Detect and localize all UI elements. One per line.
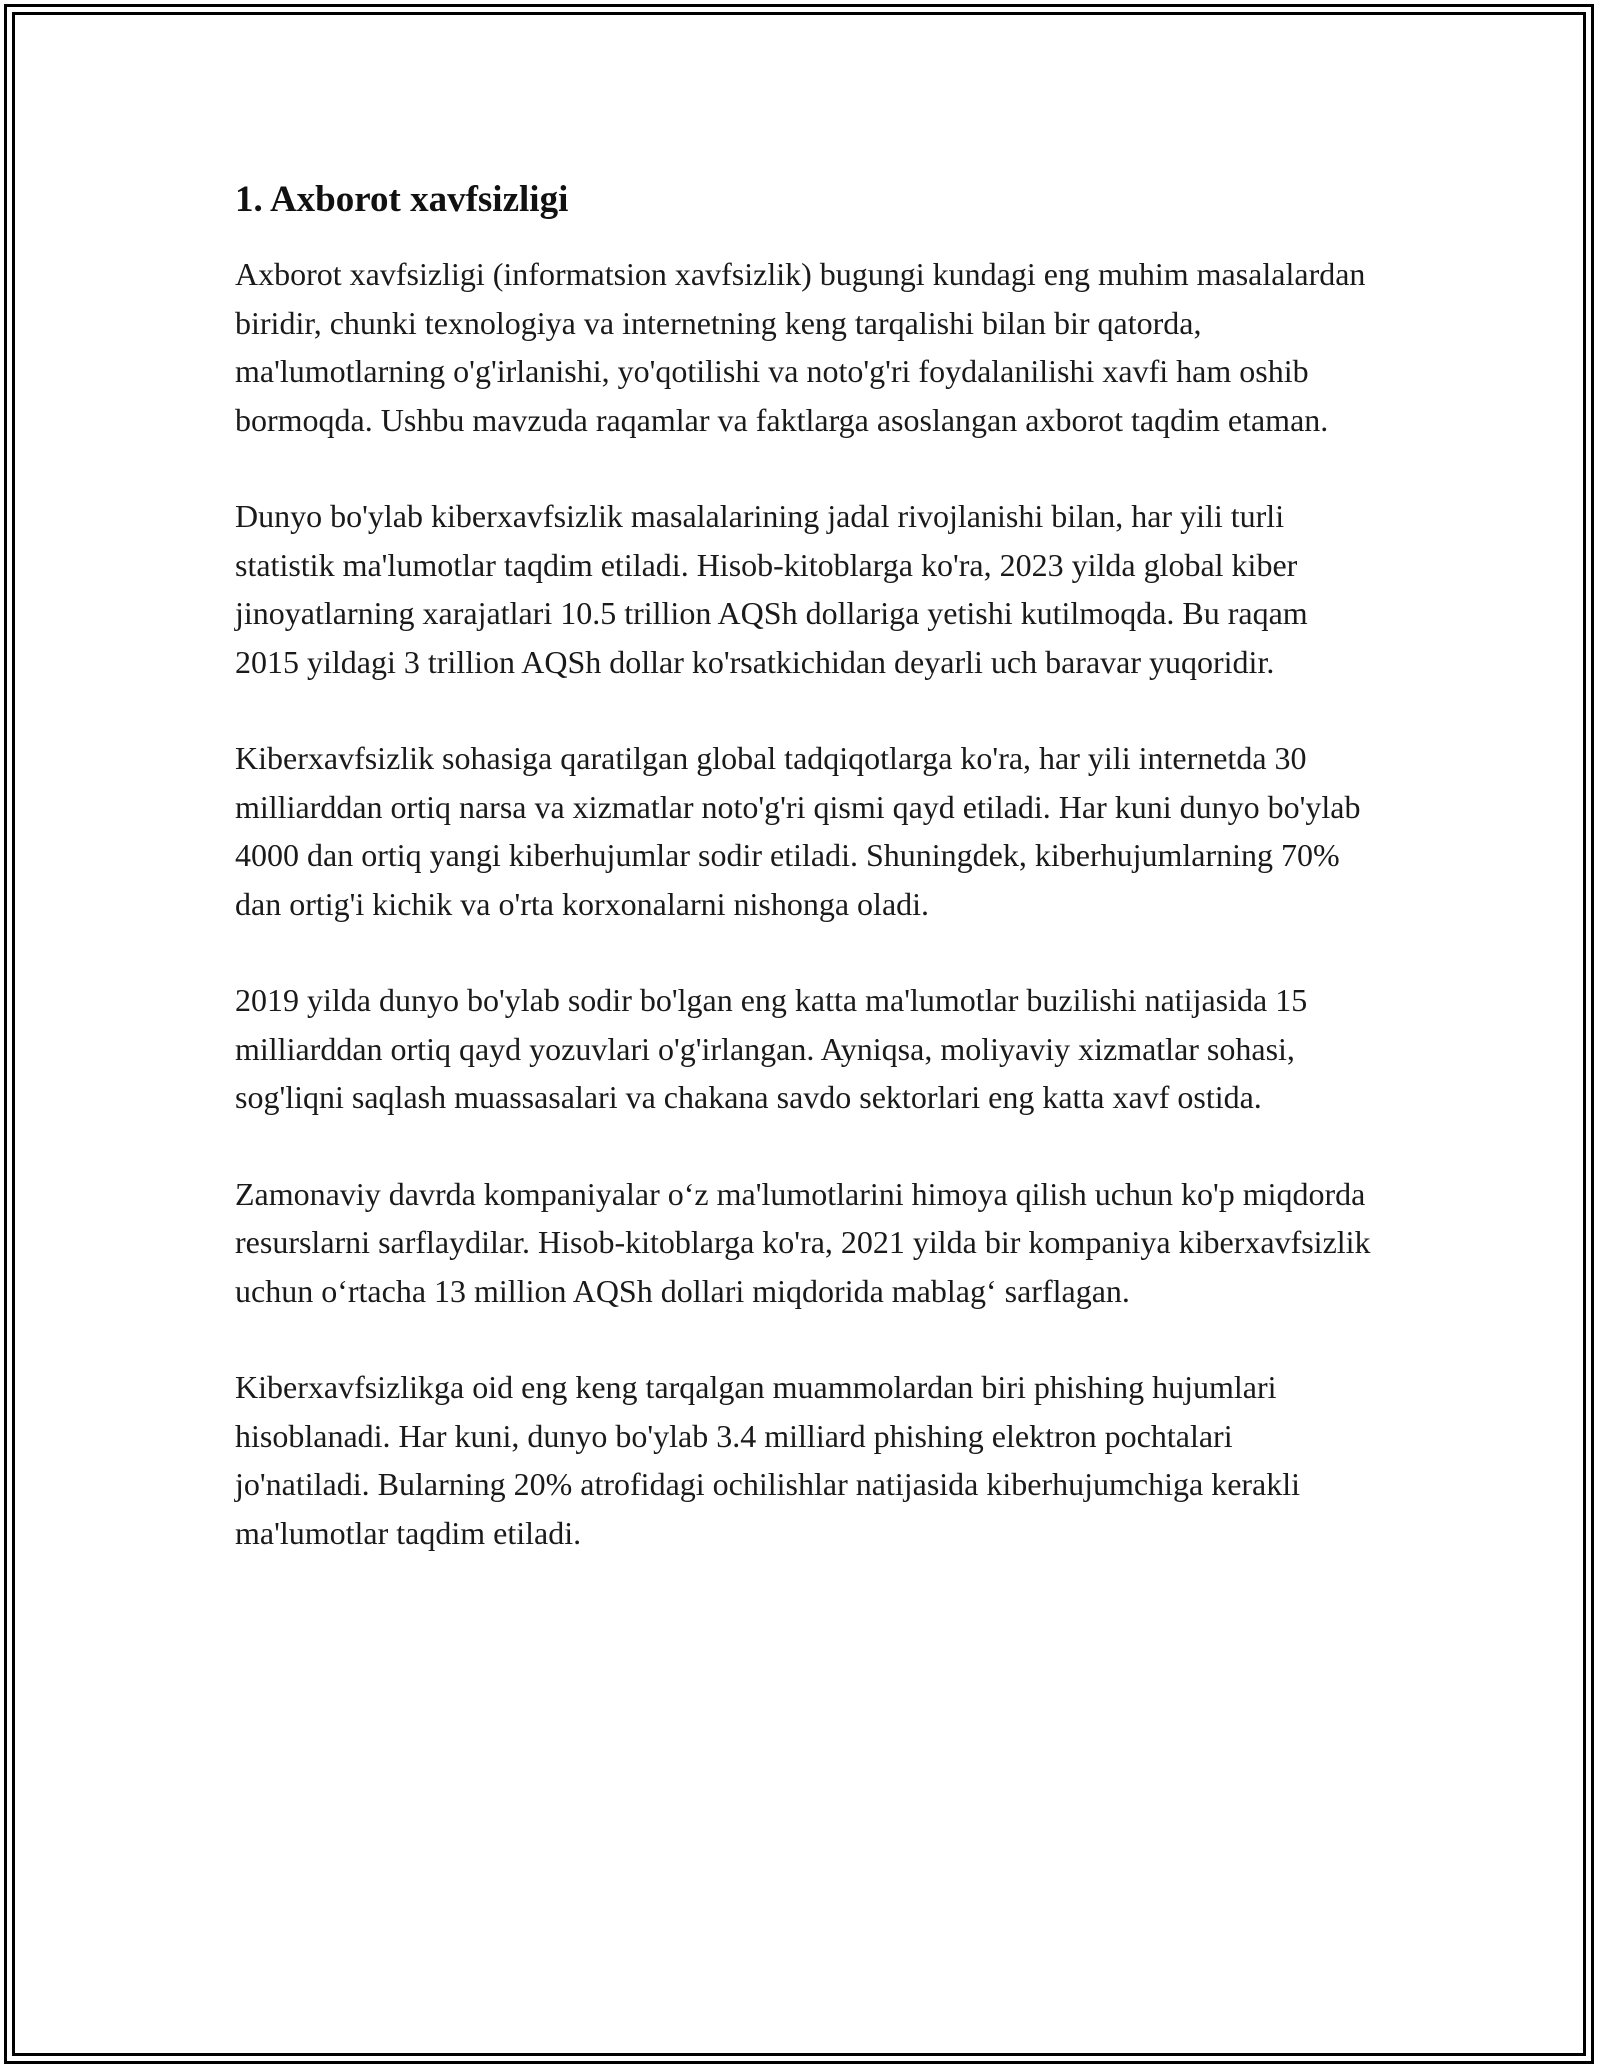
document-body <box>235 178 1375 1605</box>
paragraph-intro: Axborot xavfsizligi (informatsion xavfsizlik) bugungi kundagi eng muhim masalalardan biridir, chunki texnologiya va internetning keng tarqalishi bilan bir qatorda, ma'lumotlarning o'g'irlanishi, yo'qotilishi va noto'g'ri foydalanilishi xavfi ham oshib bormoqda. Ushbu mavzuda raqamlar va faktlarga asoslangan axborot taqdim etaman. <box>235 256 1366 438</box>
paragraph-cybercrime-costs: Dunyo bo'ylab kiberxavfsizlik masalalarining jadal rivojlanishi bilan, har yili turli statistik ma'lumotlar taqdim etiladi. Hisob-kitoblarga ko'ra, 2023 yilda global kiber jinoyatlarning xarajatlari 10.5 trillion AQSh dollariga yetishi kutilmoqda. Bu raqam 2015 yildagi 3 trillion AQSh dollar ko'rsatkichidan deyarli uch baravar yuqoridir. <box>235 498 1308 680</box>
paragraph-phishing: Kiberxavfsizlikga oid eng keng tarqalgan muammolardan biri phishing hujumlari hisoblanadi. Har kuni, dunyo bo'ylab 3.4 milliard phishing elektron pochtalari jo'natiladi. Bularning 20% atrofidagi ochilishlar natijasida kiberhujumchiga kerakli ma'lumotlar taqdim etiladi. <box>235 1369 1301 1551</box>
paragraph-attack-statistics: Kiberxavfsizlik sohasiga qaratilgan global tadqiqotlarga ko'ra, har yili internetda 30 milliarddan ortiq narsa va xizmatlar noto'g'ri qismi qayd etiladi. Har kuni dunyo bo'ylab 4000 dan ortiq yangi kiberhujumlar sodir etiladi. Shuningdek, kiberhujumlarning 70% dan ortig'i kichik va o'rta korxonalarni nishonga oladi. <box>235 740 1361 922</box>
section-heading: 1. Axborot xavfsizligi <box>235 179 569 220</box>
paragraph-data-breach-2019: 2019 yilda dunyo bo'ylab sodir bo'lgan eng katta ma'lumotlar buzilishi natijasida 15 milliarddan ortiq qayd yozuvlari o'g'irlangan. Ayniqsa, moliyaviy xizmatlar sohasi, sog'liqni saqlash muassasalari va chakana savdo sektorlari eng katta xavf ostida. <box>235 982 1308 1116</box>
paragraph-company-spending: Zamonaviy davrda kompaniyalar o‘z ma'lumotlarini himoya qilish uchun ko'p miqdorda resurslarni sarflaydilar. Hisob-kitoblarga ko'ra, 2021 yilda bir kompaniya kiberxavfsizlik uchun o‘rtacha 13 million AQSh dollari miqdorida mablag‘ sarflagan. <box>235 1175 1371 1309</box>
